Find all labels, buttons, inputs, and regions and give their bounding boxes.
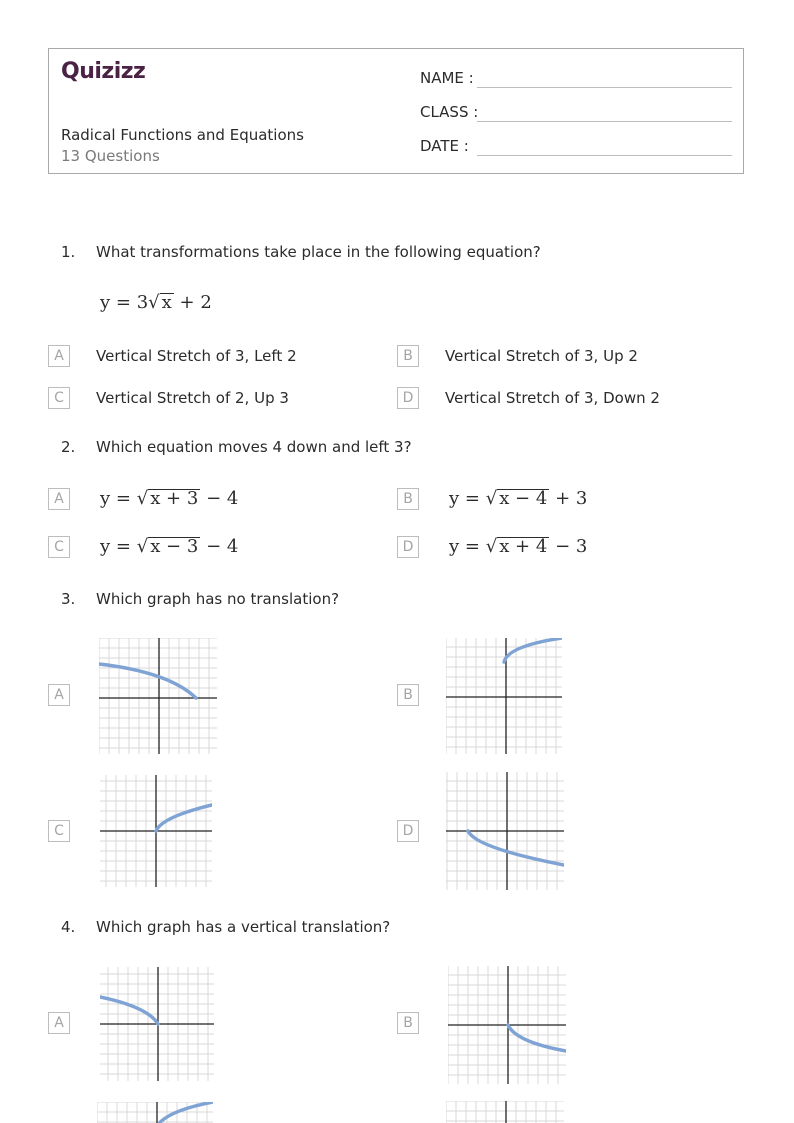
class-line[interactable]: [477, 121, 732, 122]
radical-sign-icon: √: [136, 536, 149, 557]
graph-option-a[interactable]: [99, 638, 217, 754]
graph-partial-d: [446, 1101, 564, 1123]
question-1-number: 1.: [61, 243, 76, 261]
graph-option-a[interactable]: [100, 967, 214, 1081]
option-text-d[interactable]: Vertical Stretch of 3, Down 2: [445, 389, 660, 407]
equation-radicand: x: [161, 292, 172, 313]
equation-radicand: x + 3: [150, 488, 199, 509]
graph-option-d[interactable]: [446, 772, 564, 890]
quizizz-logo: Quizizz: [61, 59, 146, 84]
question-count: 13 Questions: [61, 147, 160, 165]
option-letter-a[interactable]: A: [48, 684, 70, 706]
date-label: DATE :: [420, 137, 469, 155]
equation-radicand: x + 4: [499, 536, 548, 557]
equation-rhs: − 3: [555, 536, 588, 557]
option-equation-d[interactable]: [449, 536, 587, 557]
grid-lines: [446, 1101, 564, 1123]
grid-lines: [99, 638, 217, 754]
function-curve: [468, 831, 564, 865]
function-curve: [100, 997, 158, 1024]
function-curve: [508, 1025, 566, 1051]
question-4-text: Which graph has a vertical translation?: [96, 918, 391, 936]
worksheet-header: [48, 48, 744, 174]
radical-sign-icon: √: [148, 292, 160, 313]
equation-radicand: x − 4: [499, 488, 548, 509]
question-3-text: Which graph has no translation?: [96, 590, 340, 608]
worksheet-title: Radical Functions and Equations: [61, 126, 304, 144]
name-line[interactable]: [477, 87, 732, 88]
name-label: NAME :: [420, 69, 474, 87]
class-field: [420, 103, 478, 121]
option-equation-c[interactable]: [100, 536, 238, 557]
equation-rhs: + 3: [555, 488, 588, 509]
option-letter-a[interactable]: A: [48, 488, 70, 510]
option-letter-d[interactable]: D: [397, 536, 419, 558]
question-2-number: 2.: [61, 438, 76, 456]
option-equation-b[interactable]: [449, 488, 587, 509]
equation-rhs: − 4: [206, 536, 239, 557]
option-letter-b[interactable]: B: [397, 488, 419, 510]
date-field: [420, 137, 469, 155]
option-letter-b[interactable]: B: [397, 1012, 419, 1034]
option-text-b[interactable]: Vertical Stretch of 3, Up 2: [445, 347, 638, 365]
radical-sign-icon: √: [136, 488, 149, 509]
question-2-text: Which equation moves 4 down and left 3?: [96, 438, 412, 456]
function-curve: [504, 638, 562, 662]
function-curve: [99, 664, 196, 698]
option-letter-c[interactable]: C: [48, 387, 70, 409]
equation-radicand: x − 3: [150, 536, 199, 557]
date-line[interactable]: [477, 155, 732, 156]
graph-option-c[interactable]: [100, 775, 212, 887]
question-1-text: What transformations take place in the following equation?: [96, 243, 541, 261]
equation-lhs: y =: [100, 536, 137, 557]
option-text-c[interactable]: Vertical Stretch of 2, Up 3: [96, 389, 289, 407]
grid-lines: [446, 638, 562, 754]
graph-partial-c: [97, 1102, 213, 1123]
option-letter-c[interactable]: C: [48, 820, 70, 842]
option-letter-a[interactable]: A: [48, 345, 70, 367]
name-field: [420, 69, 474, 87]
option-letter-a[interactable]: A: [48, 1012, 70, 1034]
option-letter-b[interactable]: B: [397, 345, 419, 367]
question-4-number: 4.: [61, 918, 76, 936]
equation-lhs: y = 3: [100, 292, 149, 313]
graph-option-b[interactable]: [446, 638, 562, 754]
graph-option-b[interactable]: [448, 966, 566, 1084]
function-curve: [156, 805, 212, 831]
equation-rhs: + 2: [179, 292, 212, 313]
equation-lhs: y =: [449, 488, 486, 509]
equation-rhs: − 4: [206, 488, 239, 509]
option-letter-c[interactable]: C: [48, 536, 70, 558]
equation-lhs: y =: [449, 536, 486, 557]
equation-lhs: y =: [100, 488, 137, 509]
option-equation-a[interactable]: [100, 488, 238, 509]
radical-sign-icon: √: [485, 536, 498, 557]
class-label: CLASS :: [420, 103, 479, 121]
option-letter-d[interactable]: D: [397, 820, 419, 842]
radical-sign-icon: √: [485, 488, 498, 509]
option-letter-d[interactable]: D: [397, 387, 419, 409]
question-3-number: 3.: [61, 590, 76, 608]
option-text-a[interactable]: Vertical Stretch of 3, Left 2: [96, 347, 297, 365]
question-1-equation: [100, 292, 212, 313]
option-letter-b[interactable]: B: [397, 684, 419, 706]
